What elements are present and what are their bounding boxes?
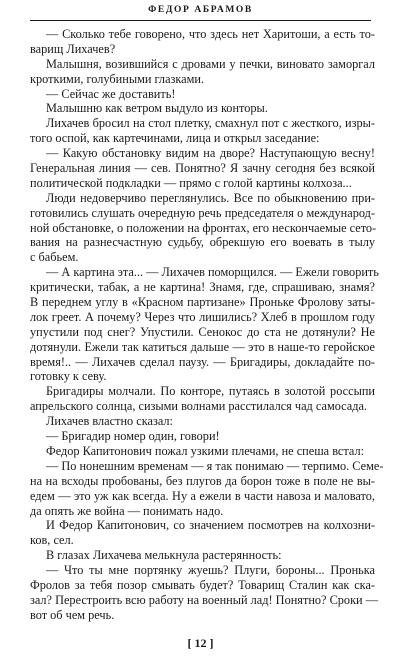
text-line: с бабьем. [30,250,79,265]
header-rule [30,20,371,21]
text-line: — Что ты мне портянку жуешь? Плуги, бороны... Пронька [46,563,375,578]
text-line: время!.. — Лихачев сделал паузу. — Бригадиры, докладайте по- [30,354,375,369]
text-line: варищ Лихачев? [30,41,116,56]
text-line: Малышня, возившийся с дровами у печки, виновато заморгал [46,56,375,71]
text-line: апрельского солнца, сизыми волнами расстилался чад самосада. [30,399,368,414]
text-line: Фролов за тебя позор смывать будет? Товарищ Сталин как ска- [30,577,375,592]
text-line: едем — это уж как всегда. Ну а ежели в части навоза и маловато, [30,488,375,503]
text-line: Лихачев властно сказал: [46,414,173,429]
text-line: упустили под снег? Упустили. Сенокос до ста не дотянули? Не [30,324,375,339]
text-line: ной обстановке, о положении на фронтах, его нескончаемые сето- [30,220,377,235]
text-line: кроткими, голубиными глазками. [30,71,205,86]
text-line: дотянули. Ежели так катиться дальше — это в наше-то геройское [30,339,375,354]
running-head: ФЕДОР АБРАМОВ [148,5,253,15]
text-line: В глазах Лихачева мелькнула растерянность: [46,548,282,563]
page-number: [ 12 ] [187,636,214,650]
text-line: В переднем углу в «Красном партизане» Проньке Фролову заты- [30,295,375,310]
text-line: И Федор Капитонович, со значением посмотрев на колхозни- [46,518,375,533]
text-line: готовку к севу. [30,369,107,384]
text-line: Люди недоверчиво переглянулись. Все по обыкновению при- [46,190,375,205]
text-line: готовились слушать очередную речь председателя о международ- [30,205,375,220]
text-line: вания на разнесчастную судьбу, обрекшую его воевать в тылу [30,235,375,250]
text-line: да опять же война — понимать надо. [30,503,224,518]
text-line: Федор Капитонович пожал узкими плечами, не спеша встал: [46,443,365,458]
text-line: критически, табак, а не картина! Знамя, где, спрашиваю, знамя? [30,280,375,295]
text-line: политической подкладки — прямо с голой картины колхоза... [30,175,352,190]
text-line: зал? Перестроить всю работу на военный лад! Понятно? Сроки — [30,592,379,607]
text-line: Бригадиры молчали. По конторе, путаясь в золотой россыпи [46,384,375,399]
text-line: Лихачев бросил на стол плетку, смахнул пот с жесткого, изры- [46,116,375,131]
text-line: того оспой, как картечинами, лица и открыл заседание: [30,131,320,146]
text-line: — А картина эта... — Лихачев поморщился. — Ежели говорить [46,265,379,280]
text-line: Генеральная линия — сев. Понятно? Я зачну сегодня без всякой [30,161,375,176]
text-line: лок греет. А почему? Через что лишились? Хлеб в прошлом году [30,309,375,324]
text-line: — Сейчас же доставить! [46,86,176,101]
text-line: — Какую обстановку видим на дворе? Наступающую весну! [46,146,375,161]
body-text [30,27,384,623]
text-line: — Бригадир номер один, говори! [46,429,220,444]
text-line: вот об чем речь. [30,607,115,622]
text-line: на на всходы пробованы, без плугов да борон тоже в поле не вы- [30,473,375,488]
text-line: — Сколько тебе говорено, что здесь нет Харитоши, а есть то- [46,27,375,41]
text-line: — По нонешним временам — я так понимаю — терпимо. Семе- [46,458,384,473]
text-line: ков, сел. [30,533,74,548]
text-line: Малышню как ветром выдуло из конторы. [46,101,268,116]
